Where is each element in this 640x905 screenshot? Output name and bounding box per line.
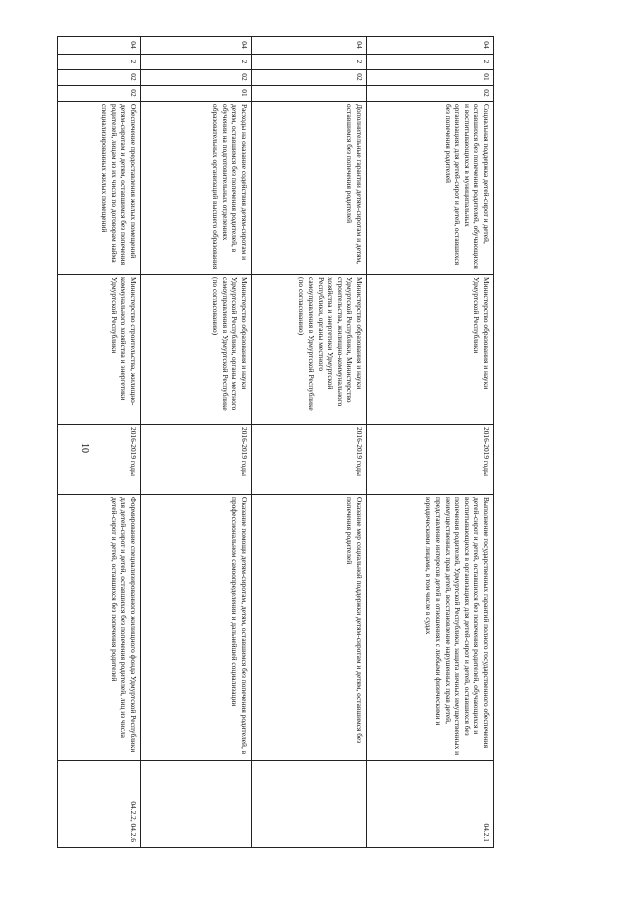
code-cell	[251, 85, 366, 101]
measure-name-cell: Социальная поддержка детей-сирот и детей, оставшихся без попечения родителей, обучающихся и воспитывающихся в муниципальных организациях для детей-сирот и детей, оставшихся без попечения родителей	[443, 104, 491, 269]
period-cell: 2016-2019 годы	[240, 427, 249, 476]
result-cell: Формирование специализированного жилищного фонда Удмуртской Республики для детей-сирот и детей, оставшихся без попечения родителей, лиц из числа детей-сирот и детей, оставшихся без попечения родителей	[109, 497, 138, 753]
code-cell: 04	[129, 41, 138, 49]
period-cell: 2016-2019 годы	[355, 427, 364, 476]
result-cell: Оказание мер социальной поддержки детям-сиротам и детям, оставшимся без попечения родителей	[345, 497, 364, 744]
code-cell: 2	[129, 59, 138, 64]
result-cell: Выполнение государственных гарантий полного государственного обеспечения детей-сирот и детей, оставшихся без попечения родителей, обучающихся и воспитывающихся в организациях для детей-сирот и детей, оставшихся без попечения родителей, Удмуртской Республики, защита личных имущественных и неимущественных прав детей, восстановление нарушенных прав детей, представление интересов детей в отношениях с любыми физическими и юридическими лицами, в том числе в судах	[424, 497, 491, 756]
code-cell: 2	[355, 59, 364, 64]
measure-name-cell: Обеспечение предоставления жилых помещений детям-сиротам и детям, оставшимся без попечения родителей, лицам из их числа по договорам найма специализированных жилых помещений	[100, 104, 138, 266]
measure-name-cell: Расходы на оказание содействия детям-сиротам и детям, оставшимся без попечения родителей, в обучении на подготовительных отделениях образовательных организаций высшего образования	[211, 104, 249, 270]
code-cell: 04	[482, 41, 491, 49]
executor-cell: Министерство образования и науки Удмуртской Республики, органы местного самоуправления в Удмуртской Республике (по согласованию)	[211, 277, 249, 411]
program-table	[58, 36, 494, 848]
code-cell: 02	[129, 73, 138, 81]
table-row	[366, 36, 494, 848]
code-cell: 2	[240, 59, 249, 64]
executor-cell: Министерство строительства, жилищно-коммунального хозяйства и энергетики Удмуртской Республики	[109, 277, 138, 406]
indicator-cell	[251, 760, 366, 848]
code-cell: 01	[240, 89, 249, 97]
indicator-cell: 04.2.1	[482, 823, 491, 842]
period-cell: 2016-2019 годы	[129, 427, 138, 476]
code-cell: 04	[355, 41, 364, 49]
code-cell: 2	[482, 59, 491, 64]
code-cell: 02	[355, 73, 364, 81]
indicator-cell: 04.2.2, 04.2.6	[129, 801, 138, 842]
code-cell: 04	[240, 41, 249, 49]
code-cell: 02	[240, 73, 249, 81]
result-cell: Оказание помощи детям-сиротам, детям, оставшимся без попечения родителей, в профессиональном самоопределении и дальнейшей социализации	[230, 497, 249, 755]
indicator-cell	[140, 760, 251, 848]
executor-cell: Министерство образования и науки Удмуртской Республики	[472, 277, 491, 390]
code-cell: 01	[482, 73, 491, 81]
table-row	[251, 36, 367, 848]
measure-name-cell: Дополнительные гарантии детям-сиротам и детям, оставшимся без попечения родителей	[345, 104, 364, 264]
code-cell: 02	[129, 89, 138, 97]
table-row	[140, 36, 252, 848]
code-cell: 02	[482, 89, 491, 97]
table-row	[57, 36, 141, 848]
page-number: 10	[79, 443, 90, 453]
executor-cell: Министерство образования и науки Удмуртской Республики, Министерство строительства, жилищно-коммунального хозяйства и энергетики Удмуртской Республики, органы местного самоуправления в Удмуртской Республике (по согласованию)	[297, 277, 364, 411]
period-cell: 2016-2019 годы	[482, 427, 491, 476]
